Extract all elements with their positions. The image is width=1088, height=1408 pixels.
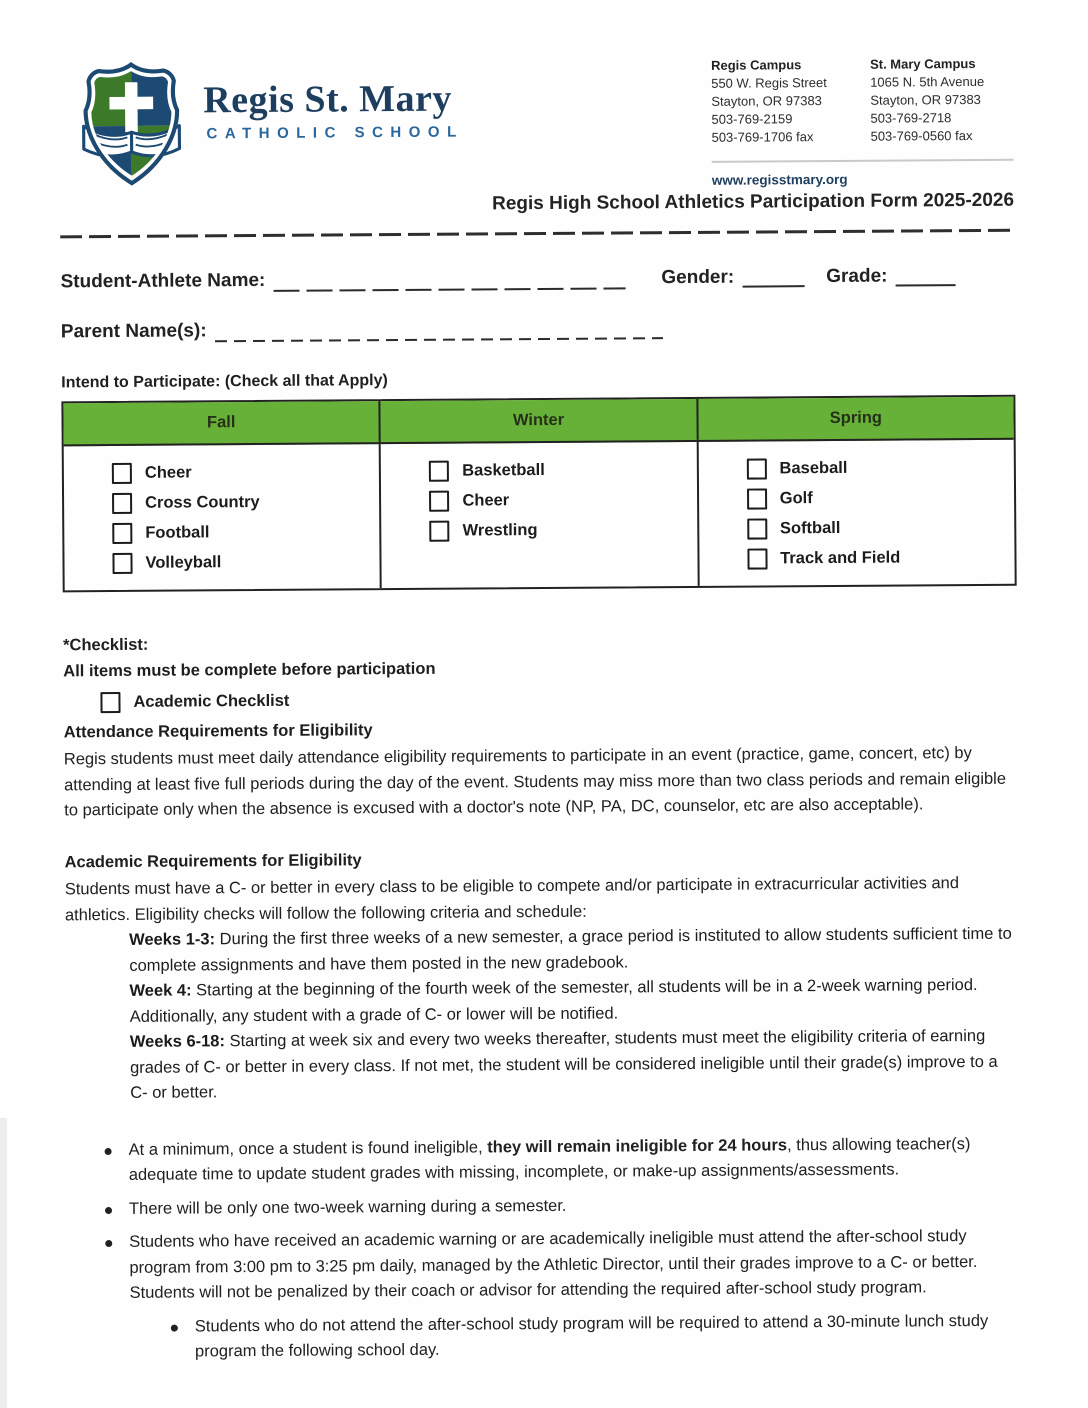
address-line: Stayton, OR 97383: [711, 92, 822, 109]
sports-table-header: [63, 397, 1013, 447]
sport-option-cheer-winter[interactable]: [429, 489, 696, 512]
schedule-week-4: [129, 973, 1015, 1030]
sport-label: Baseball: [779, 459, 848, 478]
stmary-campus-contact: [870, 55, 1014, 146]
sports-table-body: [64, 440, 1015, 591]
season-header-fall: Fall: [206, 413, 236, 432]
schedule-weeks-1-3: [129, 922, 1015, 979]
gender-label: Gender:: [661, 266, 735, 289]
parent-info-row: [61, 315, 1015, 344]
bullet-text: Students who have received an academic warning or are academically ineligible must attend the after-school study program from 3:00 pm to 3:25 pm daily, managed by the Athletic Director, until their grades improve to a C- or better. Students will not be penalized by their coach or advisor for attending the required after-school study program.: [129, 1227, 978, 1303]
student-name-label: Student-Athlete Name:: [60, 270, 266, 293]
address-line: 1065 N. 5th Avenue: [870, 73, 985, 90]
winter-sports-column: [379, 442, 697, 588]
sport-option-softball[interactable]: [747, 517, 1014, 540]
academic-heading: Academic Requirements for Eligibility: [64, 851, 362, 872]
attendance-paragraph: Regis students must meet daily attendance eligibility requirements to participate in an event (practice, game, concert, etc) by attending at least five full periods during the day of the event. Students may miss more than two class periods and remain eligible to participate only when the absence is excused with a doctor's note (NP, PA, DC, counselor, etc are also acceptable).: [63, 744, 1007, 820]
sports-table: [61, 395, 1016, 593]
checkbox-icon[interactable]: [112, 553, 132, 574]
schedule-weeks-6-18: [130, 1024, 1017, 1107]
list-item: [105, 1131, 1021, 1188]
sport-option-wrestling[interactable]: [430, 519, 697, 542]
sport-option-cross-country[interactable]: [112, 491, 379, 514]
fax-line: 503-769-1706 fax: [711, 128, 814, 145]
dashed-separator: [60, 229, 1014, 239]
header: [59, 47, 1014, 195]
address-line: Stayton, OR 97383: [870, 91, 981, 108]
list-item: [105, 1224, 1022, 1307]
schedule-label: Weeks 1-3:: [129, 930, 216, 950]
bullet-text-bold: they will remain ineligible for 24 hours: [487, 1136, 788, 1157]
academic-intro: Students must have a C- or better in every class to be eligible to compete and/or participate in extracurricular activities and athletics. Eligibility checks will follow the following criteria and schedule:: [64, 874, 960, 925]
checkbox-icon[interactable]: [747, 519, 767, 540]
sport-option-football[interactable]: [112, 521, 379, 544]
checkbox-icon[interactable]: [747, 549, 767, 570]
gender-field[interactable]: [742, 285, 804, 288]
fall-sports-column: [64, 444, 380, 590]
phone-line: 503-769-2159: [711, 111, 793, 127]
checkbox-icon[interactable]: [100, 692, 120, 713]
sport-option-track-and-field[interactable]: [747, 547, 1014, 570]
checklist-section: [63, 626, 1018, 824]
checkbox-icon[interactable]: [429, 461, 449, 482]
bullet-icon: [105, 1240, 112, 1247]
sport-option-golf[interactable]: [747, 487, 1014, 510]
season-header-winter: Winter: [379, 399, 697, 442]
policy-bullet-list: [67, 1131, 1023, 1366]
grade-field[interactable]: [895, 284, 955, 287]
sport-option-baseball[interactable]: [746, 457, 1013, 480]
participate-heading: Intend to Participate: (Check all that Apply): [61, 372, 388, 392]
schedule-text: Starting at week six and every two weeks thereafter, students must meet the eligibility criteria of earning grades of C- or better in every class. If not met, the student will be considered ineligible until their grade(s) improve to a C- or better.: [129, 1027, 998, 1103]
schedule-text: Starting at the beginning of the fourth week of the semester, all students will be in a 2-week warning period. Additionally, any student with a grade of C- or lower will be notified.: [129, 976, 978, 1026]
bullet-text: There will be only one two-week warning during a semester.: [128, 1196, 567, 1218]
bullet-icon: [105, 1207, 112, 1214]
school-tagline: CATHOLIC SCHOOL: [206, 123, 464, 143]
shield-logo-icon: [79, 61, 184, 188]
bullet-text-post: , thus allowing teacher(s) adequate time to update student grades with missing, incomplete, or make-up assignments/assessments.: [128, 1134, 971, 1185]
checkbox-icon[interactable]: [430, 521, 450, 542]
bullet-icon: [171, 1324, 178, 1331]
academic-checklist-option[interactable]: [100, 683, 1017, 715]
sport-label: Football: [145, 523, 210, 543]
checkbox-icon[interactable]: [112, 523, 132, 544]
schedule-label: Weeks 6-18:: [129, 1032, 226, 1052]
checkbox-icon[interactable]: [429, 491, 449, 512]
contact-divider: [712, 158, 1014, 162]
schedule-text: During the first three weeks of a new semester, a grace period is instituted to allow students sufficient time to complete assignments and have them posted in the new gradebook.: [129, 925, 1012, 975]
address-line: 550 W. Regis Street: [711, 74, 827, 91]
website-url: www.regisstmary.org: [711, 171, 848, 188]
schedule-label: Week 4:: [129, 981, 192, 1001]
sport-label: Wrestling: [462, 521, 538, 540]
checklist-heading: *Checklist:: [63, 636, 149, 655]
sport-label: Golf: [779, 489, 813, 508]
sport-label: Cheer: [462, 491, 510, 510]
bullet-text-pre: At a minimum, once a student is found ineligible,: [128, 1138, 488, 1159]
student-info-row: [60, 265, 1014, 294]
checkbox-icon[interactable]: [112, 493, 132, 514]
sport-label: Basketball: [462, 461, 545, 480]
form-title: Regis High School Athletics Participation Form 2025-2026: [492, 190, 1015, 215]
sport-option-volleyball[interactable]: [112, 551, 379, 574]
bullet-text: [129, 1132, 991, 1189]
school-logo: [79, 59, 464, 188]
sport-option-basketball[interactable]: [429, 459, 696, 482]
sub-bullet-text: Students who do not attend the after-school study program will be required to attend a 30-minute lunch study program the following school day.: [194, 1311, 989, 1361]
parent-name-field[interactable]: [215, 317, 663, 342]
sport-label: Volleyball: [145, 553, 222, 573]
parent-name-label: Parent Name(s):: [60, 320, 207, 343]
sport-label: Cheer: [144, 463, 192, 483]
sub-list-item: [171, 1308, 1022, 1365]
school-name: Regis St. Mary: [203, 77, 453, 122]
regis-campus-contact: [711, 56, 855, 147]
grade-label: Grade:: [826, 265, 888, 288]
contact-info: [711, 55, 1014, 190]
campus-title: St. Mary Campus: [869, 55, 976, 72]
fax-line: 503-769-0560 fax: [870, 127, 973, 144]
academic-section: [65, 844, 1023, 1367]
attendance-heading: Attendance Requirements for Eligibility: [63, 721, 373, 742]
logo-text: [203, 77, 464, 169]
spring-sports-column: [696, 440, 1014, 586]
phone-line: 503-769-2718: [870, 109, 952, 126]
season-header-spring: Spring: [696, 397, 1014, 440]
campus-title: Regis Campus: [711, 57, 802, 73]
checkbox-icon[interactable]: [112, 463, 132, 484]
checkbox-icon[interactable]: [747, 489, 767, 510]
checkbox-icon[interactable]: [746, 459, 766, 480]
student-name-field[interactable]: [273, 268, 625, 292]
sport-label: Track and Field: [780, 548, 901, 568]
sport-label: Cross Country: [145, 493, 260, 513]
checklist-subheading: All items must be complete before participation: [63, 660, 436, 681]
sport-label: Softball: [779, 519, 841, 538]
list-item: [105, 1190, 1021, 1222]
academic-checklist-label: Academic Checklist: [133, 692, 290, 712]
bullet-icon: [105, 1148, 112, 1155]
sport-option-cheer-fall[interactable]: [112, 461, 379, 484]
